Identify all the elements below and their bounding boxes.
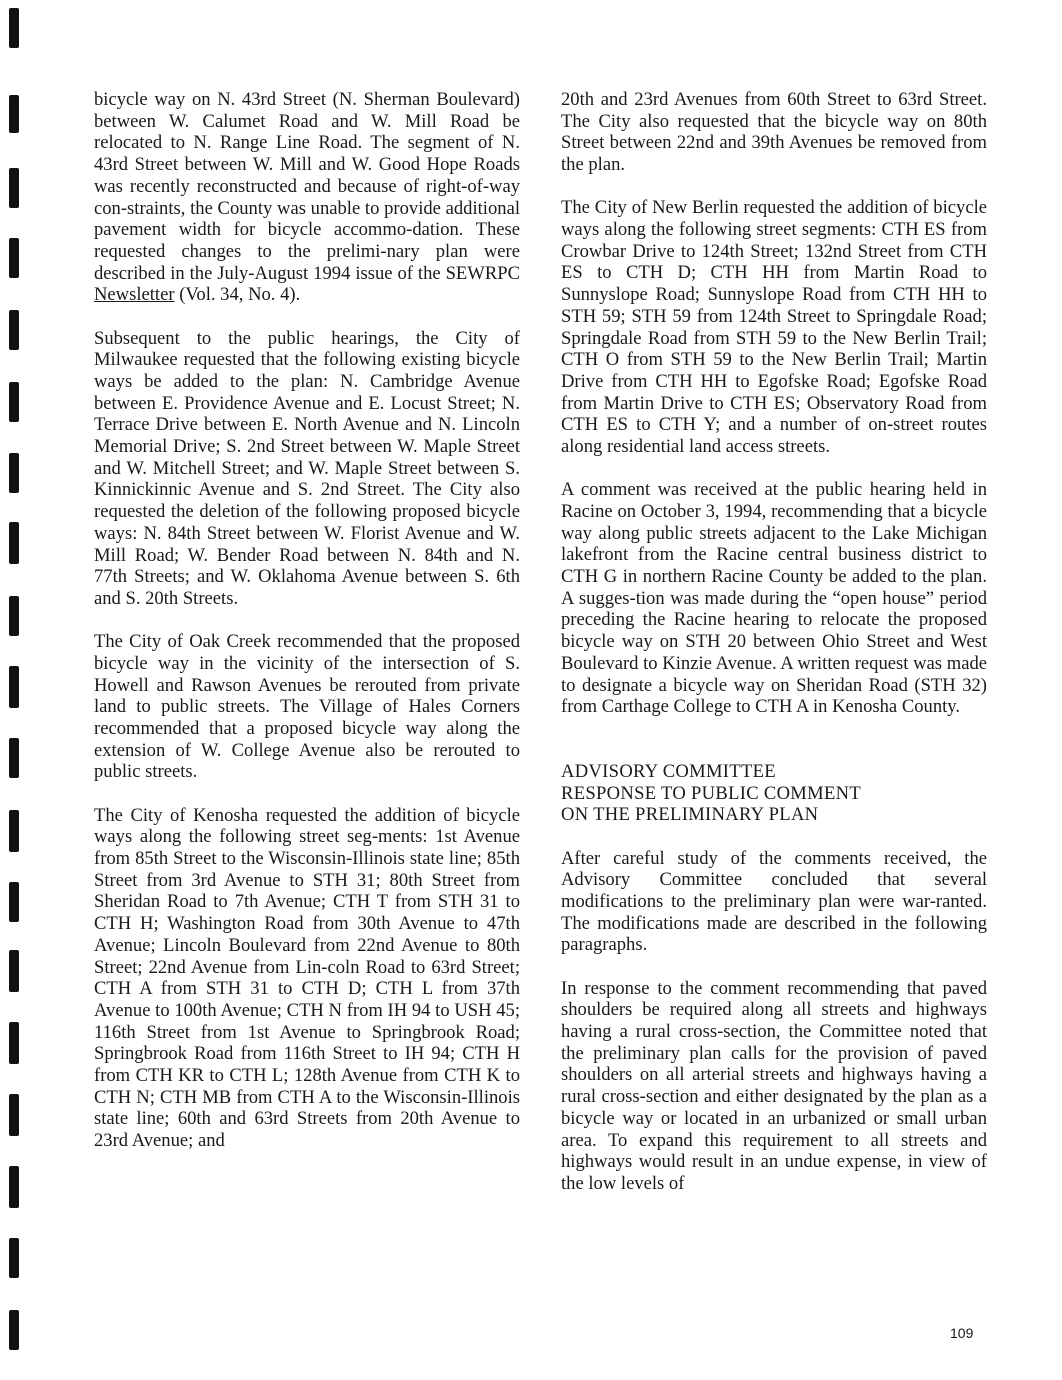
section-heading xyxy=(561,761,987,826)
paragraph-racine: A comment was received at the public hearing held in Racine on October 3, 1994, recommending that a bicycle way along public streets adjacent to the Lake Michigan lakefront from the Racine central business district to CTH G in northern Racine County be added to the plan. A sugges-tion was made during the “open house” period preceding the Racine hearing to relocate the proposed bicycle way on STH 20 between Ohio Street and West Boulevard to Kinzie Avenue. A written request was made to designate a bicycle way on Sheridan Road (STH 32) from Carthage College to CTH A in Kenosha County. xyxy=(561,479,987,718)
paragraph-committee-study: After careful study of the comments received, the Advisory Committee concluded that several modifications to the preliminary plan were war-ranted. The modifications made are described in the following paragraphs. xyxy=(561,847,987,956)
binding-mark xyxy=(9,168,19,208)
binding-mark xyxy=(9,95,19,133)
binding-mark xyxy=(9,1166,19,1208)
binding-mark xyxy=(9,882,19,922)
heading-line: ON THE PRELIMINARY PLAN xyxy=(561,804,819,826)
binding-mark xyxy=(9,382,19,422)
binding-mark xyxy=(9,666,19,708)
binding-mark xyxy=(9,810,19,852)
paragraph-kenosha-continued: 20th and 23rd Avenues from 60th Street to 63rd Street. The City also requested that the bicycle way on 80th Street between 22nd and 39th Avenues be removed from the plan. xyxy=(561,89,987,176)
paragraph-text: (Vol. 34, No. 4). xyxy=(174,284,301,306)
page-number: 109 xyxy=(950,1325,974,1341)
binding-mark xyxy=(9,738,19,778)
paragraph-paved-shoulders: In response to the comment recommending that paved shoulders be required along all streets and highways having a rural cross-section, the Committee noted that the preliminary plan calls for the provision of paved shoulders on all arterial streets and highways having a rural cross-section and either designated by the plan as a bicycle way or located in an urbanized or small urban area. To expand this requirement to all streets and highways would result in an undue expense, in view of the low levels of xyxy=(561,977,987,1194)
paragraph-new-berlin: The City of New Berlin requested the addition of bicycle ways along the following street segments: CTH ES from Crowbar Drive to 124th Street; 132nd Street from CTH ES to CTH D; CTH HH from Martin Road to Sunnyslope Road; Sunnyslope Road from CTH HH to STH 59; STH 59 from 124th Street to Springdale Road; Springdale Road from STH 59 to the New Berlin Trail; CTH O from STH 59 to the New Berlin Trail; Martin Drive from CTH HH to Egofske Road; Egofske Road from Martin Drive to CTH ES; Observatory Road from CTH ES to CTH Y; and a number of on-street routes along residential land access streets. xyxy=(561,197,987,458)
binding-mark xyxy=(9,453,19,493)
binding-mark xyxy=(9,1094,19,1136)
binding-mark xyxy=(9,1310,19,1350)
binding-mark xyxy=(9,950,19,992)
binding-mark xyxy=(9,238,19,278)
paragraph-kenosha: The City of Kenosha requested the addition of bicycle ways along the following street seg-ments: 1st Avenue from 85th Street to the Wisconsin-Illinois state line; 85th Street from 3rd Avenue to STH 31; 80th Street from Sheridan Road to 7th Avenue; CTH T from STH 31 to CTH H; Washington Road from 30th Avenue to 47th Avenue; Lincoln Boulevard from 22nd Avenue to 80th Street; 22nd Avenue from Lin-coln Road to 63rd Street; CTH A from STH 31 to CTH D; CTH L from 37th Avenue to 100th Avenue; CTH N from IH 94 to USH 45; 116th Street from 1st Avenue to Springbrook Road; Springbrook Road from 116th Street to IH 94; CTH H from CTH KR to CTH L; 128th Avenue from CTH K to CTH N; CTH MB from CTH A to the Wisconsin-Illinois state line; 60th and 63rd Streets from 20th Avenue to 23rd Avenue; and xyxy=(94,804,520,1152)
binding-mark xyxy=(9,1238,19,1278)
left-column xyxy=(94,89,520,1152)
binding-mark xyxy=(9,1022,19,1064)
right-column xyxy=(561,89,987,1195)
binding-mark xyxy=(9,310,19,350)
heading-line: ADVISORY COMMITTEE xyxy=(561,760,776,782)
paragraph-text: bicycle way on N. 43rd Street (N. Sherman Boulevard) between W. Calumet Road and W. Mill Road be relocated to N. Range Line Road. The segment of N. 43rd Street between W. Mill and W. Good Hope Roads was recently reconstructed and because of right-of-way con-straints, the County was unable to provide additional pavement width for bicycle accommo-dation. These requested changes to the prelimi-nary plan were described in the July-August 1994 issue of the SEWRPC xyxy=(94,89,520,284)
paragraph-county-relocation xyxy=(94,89,520,306)
paragraph-milwaukee: Subsequent to the public hearings, the City of Milwaukee requested that the following existing bicycle ways be added to the plan: N. Cambridge Avenue between E. Providence Avenue and E. Locust Street; N. Terrace Drive between E. North Avenue and N. Lincoln Memorial Drive; S. 2nd Street between W. Maple Street and W. Mitchell Street; and W. Maple Street between S. Kinnickinnic Avenue and S. 2nd Street. The City also requested the deletion of the following proposed bicycle ways: N. 84th Street between W. Florist Avenue and W. Mill Road; W. Bender Road between N. 84th and N. 77th Streets; and W. Oklahoma Avenue between S. 6th and S. 20th Streets. xyxy=(94,327,520,609)
paragraph-oak-creek: The City of Oak Creek recommended that the proposed bicycle way in the vicinity of the intersection of S. Howell and Rawson Avenues be rerouted from private land to public streets. The Village of Hales Corners recommended that a proposed bicycle way along the extension of W. College Avenue also be rerouted to public streets. xyxy=(94,631,520,783)
binding-mark xyxy=(9,596,19,636)
binding-mark xyxy=(9,8,19,48)
binding-holes xyxy=(0,0,40,1380)
binding-mark xyxy=(9,522,19,564)
newsletter-title: Newsletter xyxy=(94,284,175,306)
heading-line: RESPONSE TO PUBLIC COMMENT xyxy=(561,782,862,804)
